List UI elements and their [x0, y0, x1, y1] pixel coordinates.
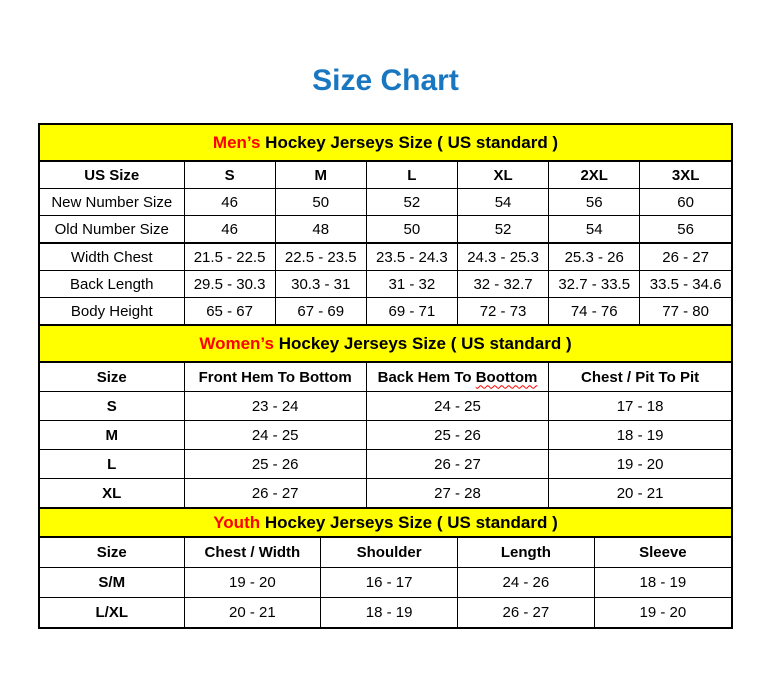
value-cell: 50 — [275, 189, 366, 216]
value-cell: 19 - 20 — [549, 450, 731, 479]
value-cell: 31 - 32 — [366, 271, 457, 298]
header-text: Back Hem To — [377, 368, 476, 386]
value-cell: 72 - 73 — [457, 298, 548, 325]
value-cell: 18 - 19 — [549, 421, 731, 450]
value-cell: 46 — [184, 189, 275, 216]
row-label: Old Number Size — [40, 216, 184, 244]
value-cell: 16 - 17 — [321, 568, 458, 598]
misspelled-word: Boottom — [475, 368, 538, 386]
value-cell: 48 — [275, 216, 366, 244]
header-cell — [366, 363, 548, 392]
table-row — [40, 450, 731, 479]
size-chart-table — [38, 123, 733, 629]
size-label: M — [40, 421, 184, 450]
value-cell: 27 - 28 — [366, 479, 548, 508]
header-cell: Chest / Width — [184, 538, 321, 568]
mens-section-word: Men’s — [212, 133, 261, 152]
womens-size-table — [40, 363, 731, 507]
row-label: Width Chest — [40, 243, 184, 271]
row-label: Back Length — [40, 271, 184, 298]
value-cell: 20 - 21 — [549, 479, 731, 508]
header-cell: 3XL — [640, 162, 731, 189]
value-cell: 26 - 27 — [366, 450, 548, 479]
header-cell: Sleeve — [594, 538, 731, 568]
size-label: L/XL — [40, 598, 184, 628]
size-label: S/M — [40, 568, 184, 598]
value-cell: 54 — [457, 189, 548, 216]
womens-section-rest: Hockey Jerseys Size ( US standard ) — [273, 334, 572, 353]
header-cell: Length — [458, 538, 595, 568]
value-cell: 33.5 - 34.6 — [640, 271, 731, 298]
table-row — [40, 421, 731, 450]
value-cell: 52 — [366, 189, 457, 216]
table-row — [40, 479, 731, 508]
table-row — [40, 298, 731, 325]
value-cell: 23 - 24 — [184, 392, 366, 421]
header-cell: Size — [40, 538, 184, 568]
value-cell: 25 - 26 — [366, 421, 548, 450]
value-cell: 19 - 20 — [594, 598, 731, 628]
value-cell: 24 - 25 — [366, 392, 548, 421]
value-cell: 46 — [184, 216, 275, 244]
value-cell: 19 - 20 — [184, 568, 321, 598]
table-row — [40, 271, 731, 298]
womens-header-row — [40, 363, 731, 392]
header-cell: Front Hem To Bottom — [184, 363, 366, 392]
value-cell: 32.7 - 33.5 — [549, 271, 640, 298]
youth-section-band — [40, 507, 731, 538]
header-cell: Chest / Pit To Pit — [549, 363, 731, 392]
value-cell: 50 — [366, 216, 457, 244]
youth-header-row — [40, 538, 731, 568]
mens-header-row — [40, 162, 731, 189]
value-cell: 20 - 21 — [184, 598, 321, 628]
value-cell: 26 - 27 — [458, 598, 595, 628]
value-cell: 54 — [549, 216, 640, 244]
header-cell: XL — [457, 162, 548, 189]
table-row — [40, 189, 731, 216]
table-row — [40, 598, 731, 628]
page-title: Size Chart — [312, 64, 459, 97]
value-cell: 17 - 18 — [549, 392, 731, 421]
value-cell: 30.3 - 31 — [275, 271, 366, 298]
value-cell: 18 - 19 — [594, 568, 731, 598]
value-cell: 74 - 76 — [549, 298, 640, 325]
value-cell: 21.5 - 22.5 — [184, 243, 275, 271]
value-cell: 24 - 26 — [458, 568, 595, 598]
mens-section-rest: Hockey Jerseys Size ( US standard ) — [260, 133, 559, 152]
mens-size-table — [40, 162, 731, 324]
value-cell: 67 - 69 — [275, 298, 366, 325]
womens-section-word: Women’s — [199, 334, 274, 353]
value-cell: 26 - 27 — [640, 243, 731, 271]
womens-section-band — [40, 324, 731, 363]
table-row — [40, 243, 731, 271]
table-row — [40, 216, 731, 244]
value-cell: 60 — [640, 189, 731, 216]
value-cell: 26 - 27 — [184, 479, 366, 508]
header-cell: M — [275, 162, 366, 189]
header-cell: 2XL — [549, 162, 640, 189]
header-cell: S — [184, 162, 275, 189]
header-cell: L — [366, 162, 457, 189]
value-cell: 25 - 26 — [184, 450, 366, 479]
header-cell: Shoulder — [321, 538, 458, 568]
value-cell: 18 - 19 — [321, 598, 458, 628]
header-cell: Size — [40, 363, 184, 392]
header-cell: US Size — [40, 162, 184, 189]
table-row — [40, 568, 731, 598]
mens-section-band — [40, 125, 731, 162]
table-row — [40, 392, 731, 421]
value-cell: 25.3 - 26 — [549, 243, 640, 271]
youth-section-word: Youth — [213, 513, 261, 532]
value-cell: 56 — [549, 189, 640, 216]
value-cell: 24.3 - 25.3 — [457, 243, 548, 271]
size-label: L — [40, 450, 184, 479]
value-cell: 69 - 71 — [366, 298, 457, 325]
size-label: XL — [40, 479, 184, 508]
youth-size-table — [40, 538, 731, 627]
value-cell: 29.5 - 30.3 — [184, 271, 275, 298]
row-label: New Number Size — [40, 189, 184, 216]
value-cell: 24 - 25 — [184, 421, 366, 450]
value-cell: 65 - 67 — [184, 298, 275, 325]
value-cell: 77 - 80 — [640, 298, 731, 325]
value-cell: 52 — [457, 216, 548, 244]
value-cell: 56 — [640, 216, 731, 244]
value-cell: 32 - 32.7 — [457, 271, 548, 298]
youth-section-rest: Hockey Jerseys Size ( US standard ) — [260, 513, 558, 532]
value-cell: 23.5 - 24.3 — [366, 243, 457, 271]
value-cell: 22.5 - 23.5 — [275, 243, 366, 271]
row-label: Body Height — [40, 298, 184, 325]
size-label: S — [40, 392, 184, 421]
